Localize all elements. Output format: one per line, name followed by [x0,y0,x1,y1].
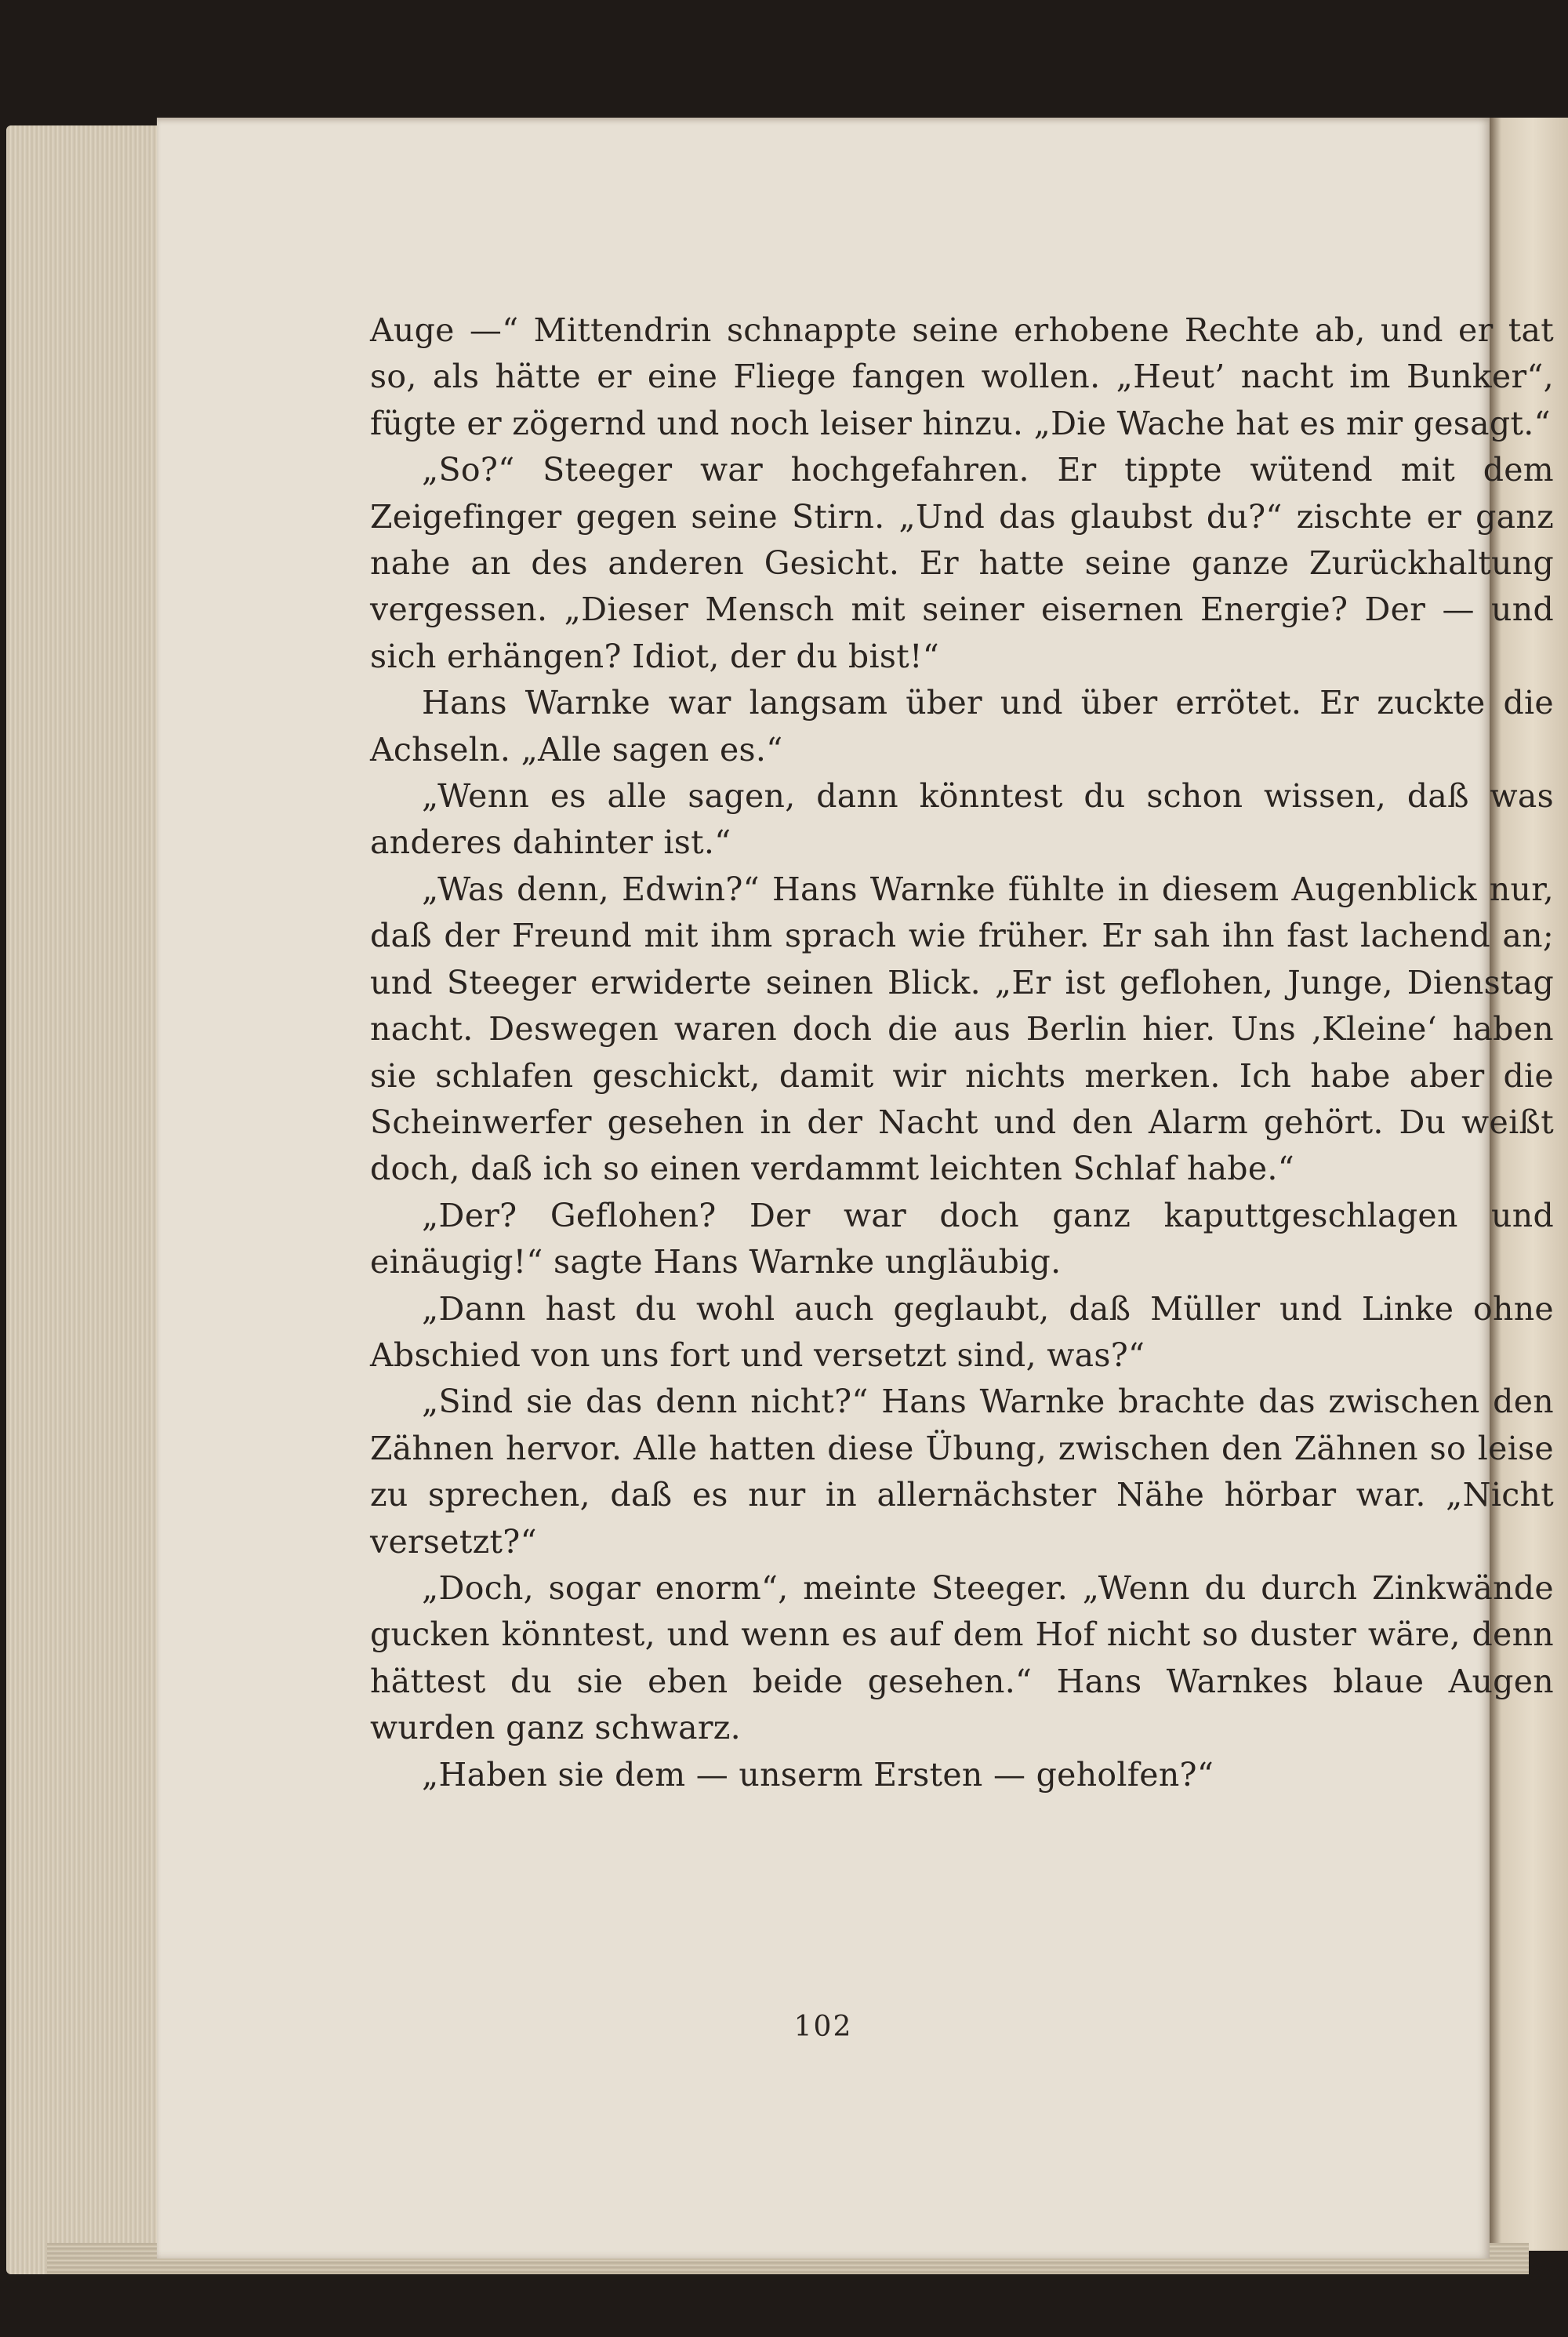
paragraph-2: „So?“ Steeger war hochgefahren. Er tippte wütend mit dem Zeigefinger gegen seine Stirn. „Und das glaubst du?“ zischte er ganz nahe an des anderen Gesicht. Er hatte seine ganze Zurückhaltung vergessen. „Dieser Mensch mit seiner eisernen Energie? Der — und sich erhängen? Idiot, der du bist!“ [370,451,1554,675]
paragraph-3: Hans Warnke war langsam über und über errötet. Er zuckte die Achseln. „Alle sagen es.“ [370,684,1554,769]
page-number: 102 [793,2011,853,2043]
paragraph-7: „Dann hast du wohl auch geglaubt, daß Müller und Linke ohne Abschied von uns fort und versetzt sind, was?“ [370,1289,1554,1374]
paragraph-1: Auge —“ Mittendrin schnappte seine erhobene Rechte ab, und er tat so, als hätte er eine Fliege fangen wollen. „Heut’ nacht im Bunker“, fügte er zögernd und noch leiser hinzu. „Die Wache hat es mir gesagt.“ [370,311,1554,442]
paragraph-5: „Was denn, Edwin?“ Hans Warnke fühlte in diesem Augenblick nur, daß der Freund mit ihm sprach wie früher. Er sah ihn fast lachend an; und Steeger erwiderte seinen Blick. „Er ist geflohen, Junge, Dienstag nacht. Deswegen waren doch die aus Berlin hier. Uns ‚Kleine‘ haben sie schlafen geschickt, damit wir nichts merken. Ich habe aber die Scheinwerfer gesehen in der Nacht und den Alarm gehört. Du weißt doch, daß ich so einen verdammt leichten Schlaf habe.“ [370,870,1554,1188]
book-page [157,118,1554,2259]
paragraph-4: „Wenn es alle sagen, dann könntest du schon wissen, daß was anderes dahinter ist.“ [370,777,1554,862]
book-page-edges [6,125,163,2274]
paragraph-6: „Der? Geflohen? Der war doch ganz kaputtgeschlagen und einäugig!“ sagte Hans Warnke ungläubig. [370,1196,1554,1281]
paragraph-9: „Doch, sogar enorm“, meinte Steeger. „Wenn du durch Zinkwände gucken könntest, und wenn es auf dem Hof nicht so duster wäre, denn hättest du sie eben beide gesehen.“ Hans Warnkes blaue Augen wurden ganz schwarz. [370,1568,1554,1747]
paragraph-8: „Sind sie das denn nicht?“ Hans Warnke brachte das zwischen den Zähnen hervor. Alle hatten diese Übung, zwischen den Zähnen so leise zu sprechen, daß es nur in allernächster Nähe hörbar war. „Nicht versetzt?“ [370,1383,1554,1561]
body-text [370,307,1554,1798]
paragraph-10: „Haben sie dem — unserm Ersten — geholfen?“ [422,1755,1214,1794]
